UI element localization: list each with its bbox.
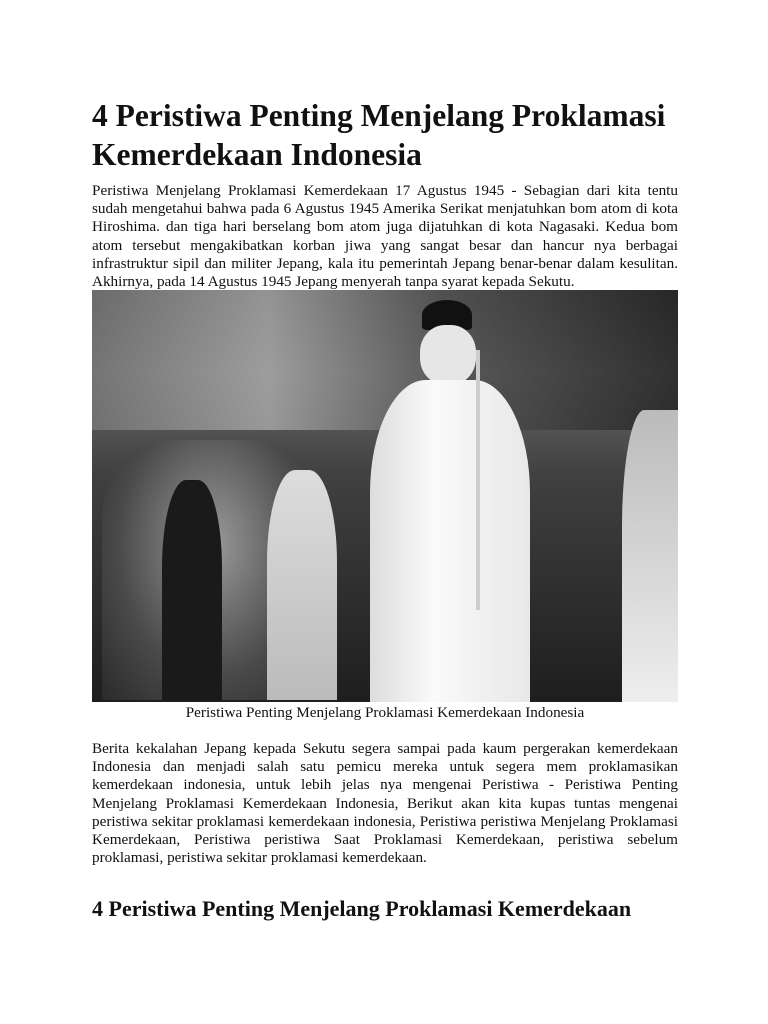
section-heading: 4 Peristiwa Penting Menjelang Proklamasi Kemerdekaan [92,896,632,921]
photo-speaker-body [370,380,530,702]
photo-microphone-stand [476,350,480,610]
photo-figure-light [267,470,337,700]
photo-figure-dark [162,480,222,700]
historical-photo [92,290,678,702]
photo-speaker-head [420,325,476,385]
intro-paragraph: Peristiwa Menjelang Proklamasi Kemerdekaan 17 Agustus 1945 - Sebagian dari kita tentu sudah mengetahui bahwa pada 6 Agustus 1945 Amerika Serikat menjatuhkan bom atom di kota Hiroshima. dan tiga hari berselang bom atom juga dijatuhkan di kota Nagasaki. Kedua bom atom tersebut mengakibatkan korban jiwa yang sangat besar dan hancur nya berbagai infrastruktur sipil dan militer Jepang, kala itu pemerintah Jepang benar-benar dalam kesulitan. Akhirnya, pada 14 Agustus 1945 Jepang menyerah tanpa syarat kepada Sekutu. [92,182,678,291]
article-title: 4 Peristiwa Penting Menjelang Proklamasi Kemerdekaan Indonesia [92,98,666,172]
photo-backdrop [92,290,678,430]
photo-caption: Peristiwa Penting Menjelang Proklamasi Kemerdekaan Indonesia [185,704,585,721]
body-paragraph: Berita kekalahan Jepang kepada Sekutu segera sampai pada kaum pergerakan kemerdekaan Indonesia dan menjadi salah satu pemicu mereka untuk segera mem proklamasikan kemerdekaan indonesia, untuk lebih jelas nya mengenai Peristiwa - Peristiwa Penting Menjelang Proklamasi Kemerdekaan Indonesia, Berikut akan kita kupas tuntas mengenai peristiwa sekitar proklamasi kemerdekaan indonesia, Peristiwa peristiwa Menjelang Proklamasi Kemerdekaan, Peristiwa peristiwa Saat Proklamasi Kemerdekaan, peristiwa sebelum proklamasi, peristiwa sekitar proklamasi kemerdekaan. [92,740,678,867]
photo-figure-right [622,410,678,702]
